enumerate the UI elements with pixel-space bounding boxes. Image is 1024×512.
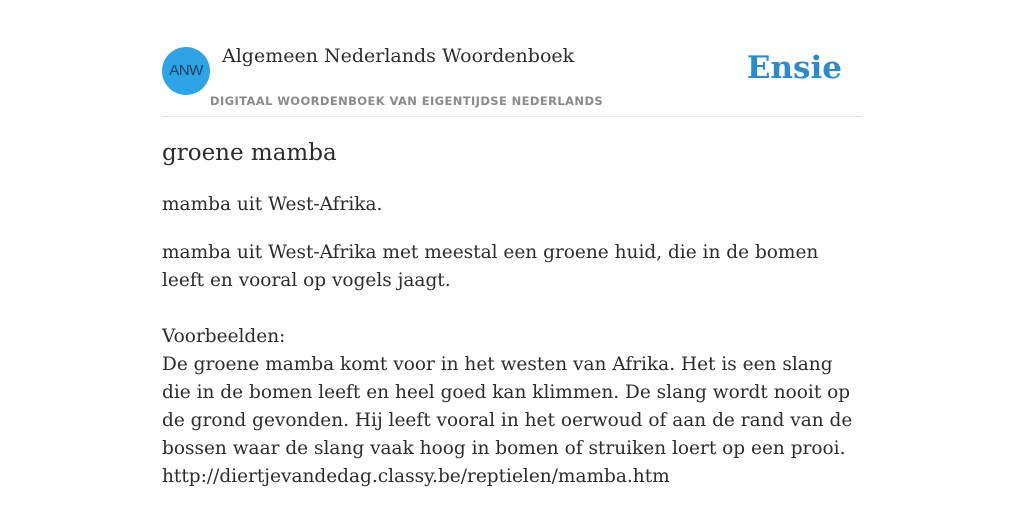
header — [162, 0, 862, 117]
anw-logo[interactable]: ANW — [162, 47, 210, 95]
entry-card — [162, 0, 862, 512]
ensie-brand-logo[interactable]: Ensie — [746, 50, 842, 86]
example-text: De groene mamba komt voor in het westen van Afrika. Het is een slang die in de bomen leeft en heel goed kan klimmen. De slang wordt nooit op de grond gevonden. Hij leeft vooral in het oerwoud of aan de rand van de bossen waar de slang vaak hoog in bomen of struiken loert op een prooi. — [162, 354, 853, 459]
examples-label: Voorbeelden: — [162, 326, 286, 347]
source-link[interactable]: http://diertjevandedag.classy.be/reptielen/mamba.htm — [162, 466, 670, 487]
long-definition: mamba uit West-Afrika met meestal een groene huid, die in de bomen leeft en vooral op vogels jaagt. — [162, 242, 819, 291]
entry-word: groene mamba — [162, 140, 337, 166]
short-definition: mamba uit West-Afrika. — [162, 194, 383, 215]
site-title[interactable]: Algemeen Nederlands Woordenboek — [222, 45, 575, 67]
site-subtitle: DIGITAAL WOORDENBOEK VAN EIGENTIJDSE NEDERLANDS — [210, 94, 604, 108]
examples-section — [162, 323, 862, 491]
